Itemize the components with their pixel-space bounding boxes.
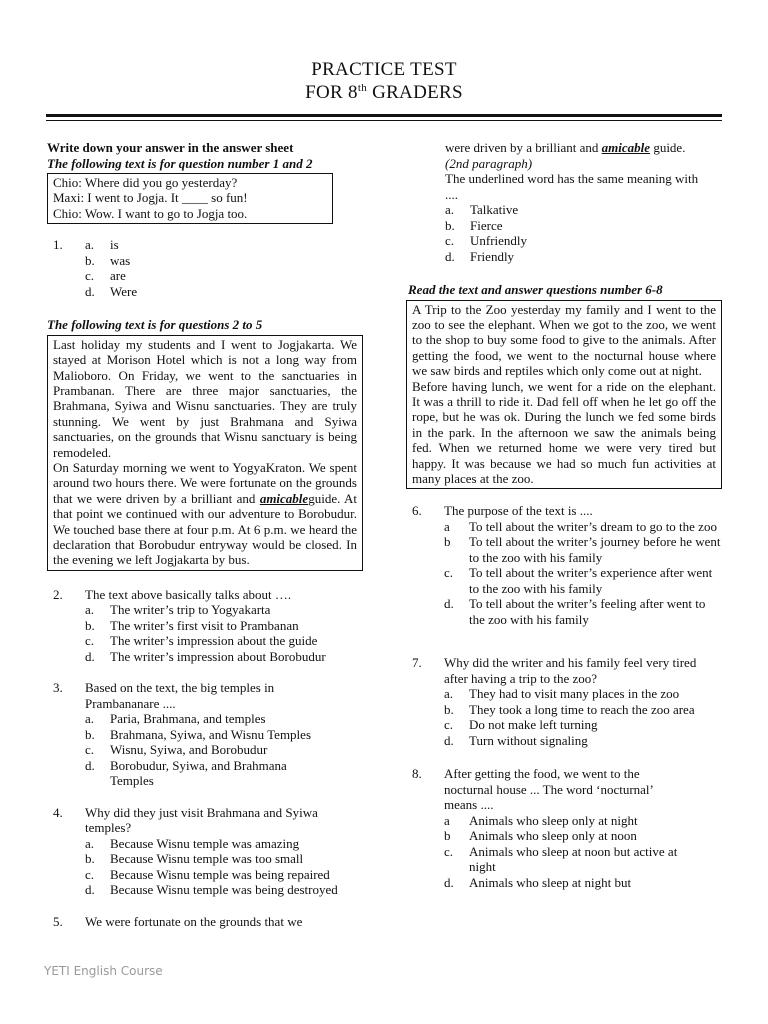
passage-text: guide. At that point we continued with our adventure to Borobudur. We touched base there at four p.m. At 6 p.m. we heard the declaration that Borobudur entryway would be closed. In the evening we left Jogjakarta by bus. — [53, 490, 357, 568]
question-number: 1. — [53, 237, 63, 253]
option-letter: a. — [445, 202, 455, 217]
title-line-2 — [0, 81, 768, 104]
option-text: Do not make left turning — [469, 717, 598, 733]
option — [85, 633, 363, 649]
option-letter: b. — [85, 851, 95, 867]
option-text: are — [110, 268, 126, 284]
option-text: is — [110, 237, 119, 253]
passage-box — [47, 335, 363, 571]
option-letter: c. — [444, 565, 454, 581]
option-text: Friendly — [470, 248, 515, 264]
option-text: They had to visit many places in the zoo — [469, 686, 680, 702]
option-text: To tell about the writer’s dream to go to the zoo — [469, 518, 717, 534]
page-header — [0, 58, 768, 104]
option-text: Animals who sleep at noon but active at night — [469, 843, 678, 875]
option — [444, 813, 682, 829]
option — [444, 686, 712, 702]
q2-intro: The following text is for questions 2 to 5 — [47, 317, 263, 333]
option — [445, 233, 722, 249]
option-text: Unfriendly — [470, 233, 528, 248]
option-text: Turn without signaling — [469, 732, 588, 748]
option-text: They took a long time to reach the zoo area — [469, 701, 695, 717]
option — [85, 284, 363, 300]
option-letter: d. — [85, 757, 95, 773]
underlined-word: amicable — [601, 140, 651, 155]
question-number: 3. — [53, 680, 63, 696]
option-text: Because Wisnu temple was being repaired — [110, 866, 330, 882]
option — [445, 249, 722, 265]
option-letter: d. — [85, 648, 95, 664]
option-text: Because Wisnu temple was being destroyed — [110, 882, 338, 898]
title-line-2-pre: FOR 8 — [305, 82, 358, 103]
option — [85, 882, 343, 898]
option-letter: b. — [85, 617, 95, 633]
question-5 — [47, 914, 363, 930]
option-letter: b. — [444, 701, 454, 717]
option-text: Brahmana, Syiwa, and Wisnu Temples — [110, 726, 311, 742]
underlined-word: amicable — [259, 490, 309, 506]
question-1 — [47, 237, 363, 299]
title-line-1: PRACTICE TEST — [311, 59, 457, 80]
title-superscript: th — [357, 82, 368, 94]
passage-paragraph-1: Last holiday my students and I went to Jogjakarta. We stayed at Morison Hotel which is not a long way from Malioboro. On Friday, we went to the sanctuaries in Prambanan. There are three major sanctuaries, the Brahmana, Syiwa and Wisnu sanctuaries. They are truly stunning. We went by just Brahmana and Syiwa sanctuaries, on the grounds that Wisnu sanctuary is being remodeled. — [53, 336, 357, 460]
zoo-passage-box — [406, 300, 722, 490]
option-letter: d. — [85, 882, 95, 898]
option-text: The writer’s trip to Yogyakarta — [110, 602, 271, 618]
option-letter: d. — [444, 874, 454, 890]
option-text: The writer’s first visit to Prambanan — [110, 617, 299, 633]
q6-intro: Read the text and answer questions number 6-8 — [408, 282, 663, 297]
question-number: 2. — [53, 586, 63, 602]
option-text: Wisnu, Syiwa, and Borobudur — [110, 742, 268, 758]
option-text: Fierce — [470, 217, 503, 233]
left-column — [47, 132, 363, 929]
question-stem: After getting the food, we went to the nocturnal house ... The word ‘nocturnal’ means .... — [444, 766, 653, 813]
option — [444, 596, 722, 627]
question-stem: The text above basically talks about …. — [85, 586, 292, 602]
option-text: To tell about the writer’s feeling after went to the zoo with his family — [469, 596, 706, 627]
option-text: was — [110, 252, 131, 268]
option-letter: c. — [445, 233, 455, 248]
option — [85, 851, 343, 867]
option-letter: b — [444, 534, 451, 550]
question-stem: Based on the text, the big temples in Prambananare .... — [85, 680, 275, 711]
zoo-paragraph-2: Before having lunch, we went for a ride on the elephant. It was a thrill to ride it. Dad fell off when he let go off the rope, but he was ok. During the lunch we fed some birds in the park. In the afternoon we saw the animals being fed. When we returned home we were very tired but happy. It was because we had so much fun activities at many places at the zoo. — [412, 378, 716, 486]
option — [444, 717, 712, 733]
q5-text: guide. — [650, 140, 686, 155]
dialogue-line: Maxi: I went to Jogja. It ____ so fun! — [53, 190, 248, 206]
option — [444, 565, 722, 596]
question-stem: We were fortunate on the grounds that we — [85, 913, 303, 929]
option — [85, 237, 363, 253]
option-letter: c. — [444, 843, 454, 859]
q5-continuation — [445, 140, 722, 156]
option — [445, 218, 722, 234]
option-text: The writer’s impression about Borobudur — [110, 648, 326, 664]
option — [85, 649, 363, 665]
dialogue-line: Chio: Where did you go yesterday? — [53, 175, 238, 190]
question-stem: Why did they just visit Brahmana and Syiwa temples? — [85, 804, 318, 836]
question-number: 7. — [412, 655, 422, 671]
option — [85, 836, 343, 852]
option — [444, 828, 682, 844]
option — [444, 875, 682, 891]
option — [85, 758, 323, 789]
option-letter: d. — [444, 732, 454, 748]
title-line-2-post: GRADERS — [367, 82, 463, 103]
right-column — [406, 132, 722, 890]
option — [85, 727, 323, 743]
option-letter: a. — [85, 602, 95, 618]
question-number: 8. — [412, 766, 422, 782]
option — [444, 844, 682, 875]
option-letter: c. — [85, 268, 95, 284]
dialogue-box — [47, 173, 333, 224]
option — [444, 519, 722, 535]
question-8 — [406, 766, 722, 890]
option-text: To tell about the writer’s journey before he went to the zoo with his family — [469, 534, 721, 565]
option-text: Animals who sleep at night but — [469, 874, 632, 890]
option-letter: d. — [85, 283, 95, 299]
option — [444, 702, 712, 718]
option-letter: b. — [445, 217, 455, 233]
zoo-paragraph-1: A Trip to the Zoo yesterday my family and I went to the zoo to see the elephant. When we got to the zoo, we went to the shop to buy some food to give to the animals. After getting the food, we went to the nocturnal house where we saw birds and reptiles which only come out at night. — [412, 301, 716, 379]
option-text: The writer’s impression about the guide — [110, 633, 318, 649]
option-letter: a. — [85, 711, 95, 727]
header-rule-thin — [46, 120, 722, 121]
option-letter: c. — [85, 742, 95, 758]
option-text: Animals who sleep only at night — [469, 812, 638, 828]
option-text: Because Wisnu temple was amazing — [110, 835, 300, 851]
option-text: Animals who sleep only at noon — [469, 828, 637, 844]
option-letter: b — [444, 828, 451, 844]
option-letter: b. — [85, 252, 95, 268]
q5-text: were driven by a brilliant and — [445, 140, 602, 155]
q5-options — [445, 202, 722, 264]
option-letter: c. — [85, 633, 95, 649]
instruction: Write down your answer in the answer sheet — [47, 140, 294, 155]
option — [85, 711, 323, 727]
option-text: To tell about the writer’s experience after went to the zoo with his family — [469, 565, 713, 596]
option — [85, 618, 363, 634]
option — [444, 733, 712, 749]
question-number: 6. — [412, 503, 422, 519]
option — [85, 867, 343, 883]
q5-note: (2nd paragraph) — [445, 155, 533, 171]
option-letter: c. — [85, 866, 95, 882]
question-stem: Why did the writer and his family feel very tired after having a trip to the zoo? — [444, 655, 697, 686]
option — [85, 253, 363, 269]
option — [444, 534, 722, 565]
option-text: Talkative — [470, 202, 519, 217]
option-text: Borobudur, Syiwa, and Brahmana Temples — [110, 757, 287, 789]
option — [85, 268, 363, 284]
question-number: 5. — [53, 913, 63, 929]
option-letter: b. — [85, 726, 95, 742]
option — [85, 742, 323, 758]
option-letter: a. — [85, 237, 95, 253]
option-letter: c. — [444, 717, 454, 733]
q1-intro: The following text is for question number 1 and 2 — [47, 155, 313, 171]
option-letter: d. — [444, 596, 454, 612]
question-7 — [406, 655, 722, 748]
option-letter: d. — [445, 248, 455, 264]
option-text: Paria, Brahmana, and temples — [110, 711, 266, 727]
passage-text: On Saturday morning we went to YogyaKraton. We spent around two hours there. We were fortunate on the grounds that we were driven by a brilliant and — [53, 459, 357, 506]
dialogue-line: Chio: Wow. I want to go to Jogja too. — [53, 205, 248, 221]
question-4 — [47, 805, 363, 898]
question-6 — [406, 503, 722, 627]
question-3 — [47, 680, 363, 789]
option — [445, 202, 722, 218]
question-2 — [47, 587, 363, 665]
option-letter: a — [444, 518, 450, 534]
option-text: Because Wisnu temple was too small — [110, 851, 304, 867]
passage-paragraph-2 — [53, 460, 357, 568]
option-text: Were — [110, 283, 138, 299]
question-stem: The purpose of the text is .... — [444, 503, 593, 519]
footer-watermark: YETI English Course — [44, 964, 163, 978]
option-letter: a — [444, 812, 450, 828]
header-rule-thick — [46, 114, 722, 117]
option — [85, 602, 363, 618]
option-letter: a. — [444, 686, 454, 702]
option-letter: a. — [85, 835, 95, 851]
question-number: 4. — [53, 804, 63, 820]
q5-question: The underlined word has the same meaning with .... — [445, 171, 699, 202]
